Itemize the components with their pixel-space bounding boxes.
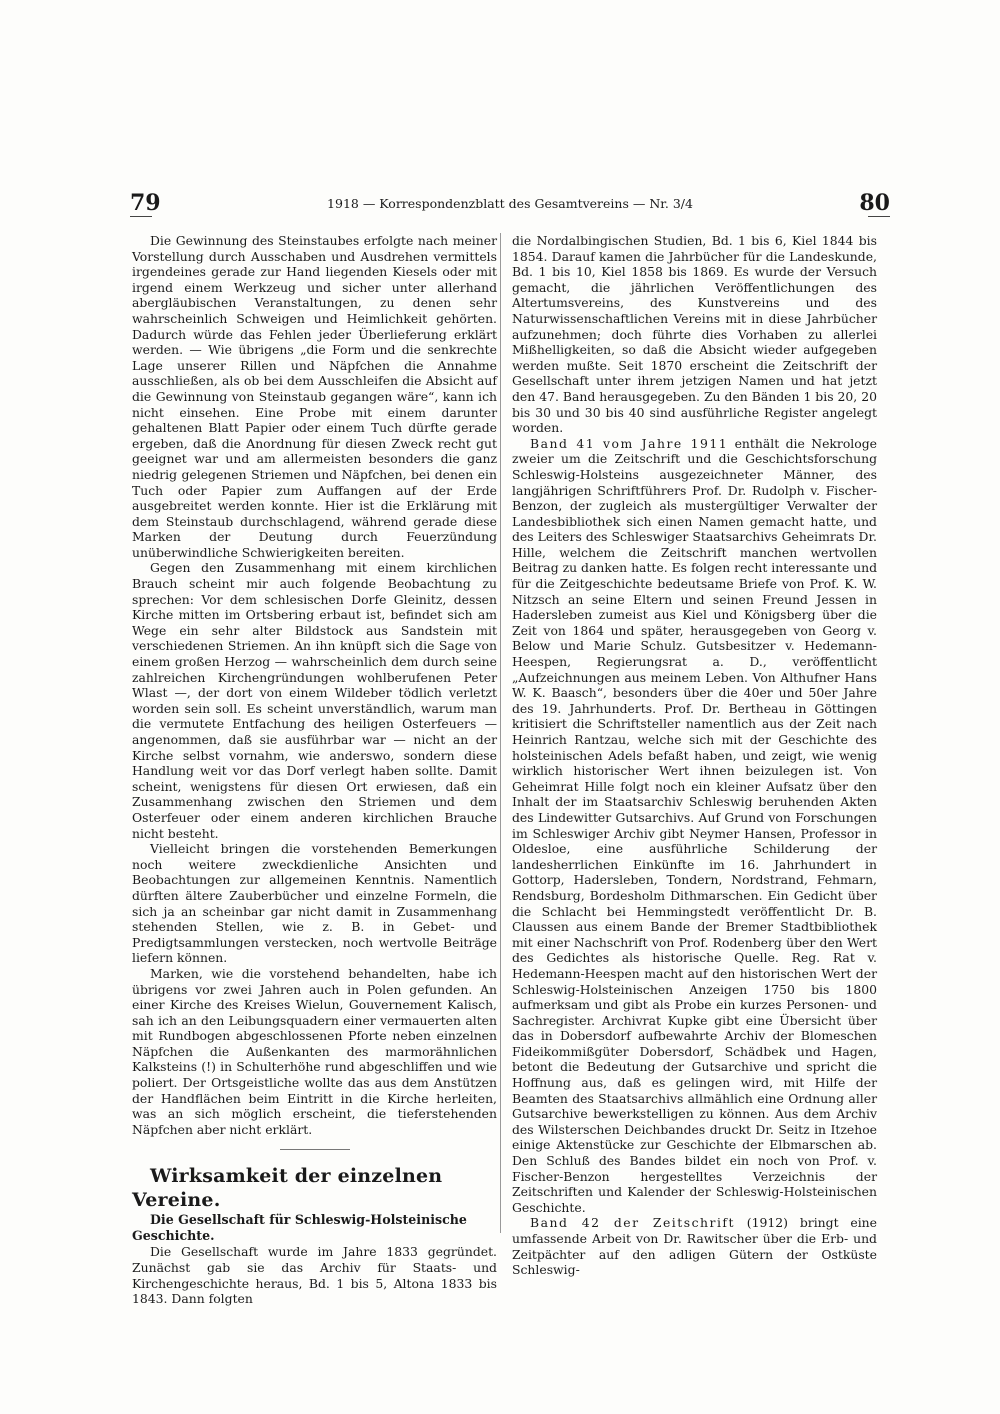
paragraph: Die Gesellschaft wurde im Jahre 1833 gegründet. Zunächst gab sie das Archiv für Staats- und Kirchengeschichte heraus, Bd. 1 bis 5, Altona 1833 bis 1843. Dann folgten <box>132 1244 497 1307</box>
column-divider <box>500 233 501 1233</box>
page-header <box>130 190 890 220</box>
running-title: 1918 — Korrespondenzblatt des Gesamtvereins — Nr. 3/4 <box>327 196 693 211</box>
paragraph: Vielleicht bringen die vorstehenden Bemerkungen noch weitere zweckdienliche Ansichten und Beobachtungen zur allgemeinen Kenntnis. Namentlich dürften ältere Zauberbücher und einzelne Formeln, die sich ja an scheinbar gar nicht damit in Zusammenhang stehenden Stellen, wie z. B. in Gebet- und Predigtsammlungen verstecken, noch wertvolle Beiträge liefern können. <box>132 841 497 966</box>
section-subtitle: Die Gesellschaft für Schleswig-Holsteinische Geschichte. <box>132 1212 467 1244</box>
paragraph: Die Gewinnung des Steinstaubes erfolgte nach meiner Vorstellung durch Ausschaben und Ausdrehen vermittels irgendeines gerade zur Hand liegenden Kiesels oder mit irgend einem Werkzeug und sicher unter allerhand abergläubischen Veranstaltungen, zu denen sehr wahrscheinlich Schweigen und Heimlichkeit gehörten. Dadurch würde das Fehlen jeder Überlieferung erklärt werden. — Wie übrigens „die Form und die senkrechte Lage unserer Rillen und Näpfchen die Annahme ausschließen, als ob bei dem Ausschleifen die Absicht auf die Gewinnung von Steinstaub gegangen wäre“, kann ich nicht einsehen. Eine Probe mit einem darunter gehaltenen Blatt Papier oder einem Tuch dürfte gerade ergeben, daß die Anordnung für diesen Zweck recht gut geeignet war und am allermeisten besonders die ganz niedrig gelegenen Striemen und Näpfchen, bei denen ein Tuch oder Papier zum Auffangen auf der Erde ausgebreitet werden konnte. Hier ist die Erklärung mit dem Steinstaub durchschlagend, während gerade diese Marken der Deutung durch Feuerzündung unüberwindliche Schwierigkeiten bereiten. <box>132 233 497 560</box>
paragraph <box>512 436 877 1216</box>
paragraph-text: (1912) bringt eine umfassende Arbeit von Dr. Rawitscher über die Erb- und Zeitpächter auf den adligen Gütern der Ostküste Schleswig- <box>512 1215 877 1278</box>
paragraph: Marken, wie die vorstehend behandelten, habe ich übrigens vor zwei Jahren auch in Polen gefunden. An einer Kirche des Kreises Wielun, Gouvernement Kalisch, sah ich an den Leibungsquadern einer vermauerten alten mit Rundbogen abgeschlossenen Pforte neben einzelnen Näpfchen die Außenkanten des marmorähnlichen Kalksteins (!) in Schulterhöhe rund abgeschliffen und wie poliert. Der Ortsgeistliche wollte das aus dem Anstützen der Handflächen beim Eintritt in die Kirche herleiten, was an sich möglich erscheint, die tieferstehenden Näpfchen aber nicht erklärt. <box>132 965 497 1137</box>
volume-lead: Band 42 der Zeitschrift <box>530 1215 735 1231</box>
section-separator <box>280 1149 350 1150</box>
right-column <box>512 233 877 1278</box>
paragraph-text: enthält die Nekrologe zweier um die Zeitschrift und die Geschichtsforschung Schleswig-Holsteins ausgezeichneter Männer, des langjährigen Schriftführers Prof. Dr. Rudolph v. Fischer-Benzon, der zugleich als mustergültiger Verwalter der Landesbibliothek sich einen Namen gemacht hatte, und des Leiters des Schleswiger Staatsarchivs Geheimrats Dr. Hille, welchem die Zeitschrift manchen wertvollen Beitrag zu danken hatte. Es folgen recht interessante und für die Zeitgeschichte bedeutsame Briefe von Prof. K. W. Nitzsch an seine Eltern und seinen Freund Jessen in Hadersleben zumeist aus Kiel und Königsberg über die Zeit von 1864 und später, herausgegeben von Georg v. Below und Marie Schulz. Gutsbesitzer v. Hedemann-Heespen, Regierungsrat a. D., veröffentlicht „Aufzeichnungen aus meinem Leben. Von Althufner Hans W. K. Baasch“, besonders über die 40er und 50er Jahre des 19. Jahrhunderts. Prof. Dr. Bertheau in Göttingen kritisiert die Schriftsteller namentlich aus der Zeit nach Heinrich Rantzau, welche sich mit der Geschichte des holsteinischen Adels befaßt haben, und zeigt, wie wenig wirklich historischer Wert ihnen beizulegen ist. Von Geheimrat Hille folgt noch ein kleiner Aufsatz über den Inhalt der im Staatsarchiv Schleswig beruhenden Akten des Lindewitter Gutsarchivs. Auf Grund von Forschungen im Schleswiger Archiv gibt Neymer Hansen, Professor in Oldesloe, eine ausführliche Schilderung der landesherrlichen Einkünfte im 16. Jahrhundert in Gottorp, Hadersleben, Tondern, Nordstrand, Fehmarn, Rendsburg, Bordesholm Dithmarschen. Ein Gedicht über die Schlacht bei Hemmingstedt veröffentlicht Dr. B. Claussen aus einem Bande der Bremer Stadtbibliothek mit einer Nachschrift von Prof. Rodenberg über den Wert des Gedichtes als historische Quelle. Reg. Rat v. Hedemann-Heespen macht auf den historischen Wert der Schleswig-Holsteinischen Anzeigen 1750 bis 1800 aufmerksam und gibt als Probe ein kurzes Personen- und Sachregister. Archivrat Kupke gibt eine Übersicht über das in Dobersdorf aufbewahrte Archiv der Blomeschen Fideikommißgüter Dobersdorf, Schädbek und Hagen, betont die Bedeutung der Gutsarchive und spricht die Hoffnung aus, daß es gelingen wird, mit Hilfe der Beamten des Staatsarchivs allmählich eine Ordnung aller Gutsarchive bewerkstelligen zu können. Aus dem Archiv des Wilsterschen Deichbandes druckt Dr. Seitz in Itzehoe einige Aktenstücke zur Geschichte der Elbmarschen ab. Den Schluß des Bandes bildet ein noch von Prof. v. Fischer-Benzon hergestelltes Verzeichnis der Zeitschriften und Kalender der Schleswig-Holsteinischen Geschichte. <box>512 435 877 1215</box>
left-column <box>132 233 497 1307</box>
section-title: Wirksamkeit der einzelnen Vereine. <box>132 1165 443 1212</box>
paragraph <box>512 1215 877 1277</box>
paragraph: die Nordalbingischen Studien, Bd. 1 bis 6, Kiel 1844 bis 1854. Darauf kamen die Jahrbücher für die Landeskunde, Bd. 1 bis 10, Kiel 1858 bis 1869. Es wurde der Versuch gemacht, die jährlichen Veröffentlichungen des Altertumsvereins, des Kunstvereins und des Naturwissenschaftlichen Vereins mit in diese Jahrbücher aufzunehmen; doch führte dies Vorhaben zu allerlei Mißhelligkeiten, so daß die Absicht wieder aufgegeben werden mußte. Seit 1870 erscheint die Zeitschrift der Gesellschaft unter ihrem jetzigen Namen und hat jetzt den 47. Band herausgegeben. Zu den Bänden 1 bis 20, 20 bis 30 und 30 bis 40 sind ausführliche Register angelegt worden. <box>512 233 877 436</box>
volume-lead: Band 41 vom Jahre 1911 <box>530 435 729 451</box>
page-number-left: 79 <box>130 190 161 216</box>
page-number-right: 80 <box>859 190 890 216</box>
paragraph: Gegen den Zusammenhang mit einem kirchlichen Brauch scheint mir auch folgende Beobachtung zu sprechen: Vor dem schlesischen Dorfe Gleinitz, dessen Kirche mitten im Ortsbering erbaut ist, befindet sich am Wege ein sehr alter Bildstock aus Sandstein mit verschiedenen Striemen. An ihn knüpft sich die Sage von einem großen Herzog — wahrscheinlich dem durch seine zahlreichen Kirchengründungen wohlberufenen Peter Wlast —, der dort von einem Wildeber tödlich verletzt worden sein soll. Es scheint unverständlich, warum man die vermutete Entfachung des heiligen Osterfeuers — angenommen, daß sie ausführbar war — nicht an der Kirche selbst vornahm, wie anderswo, sondern diese Handlung weit vor das Dorf verlegt haben sollte. Damit scheint, wenigstens für diesen Ort erwiesen, daß ein Zusammenhang zwischen den Striemen und dem Osterfeuer oder einem anderen kirchlichen Brauche nicht besteht. <box>132 560 497 841</box>
header-rule-right <box>868 216 890 217</box>
header-rule-left <box>130 216 152 217</box>
